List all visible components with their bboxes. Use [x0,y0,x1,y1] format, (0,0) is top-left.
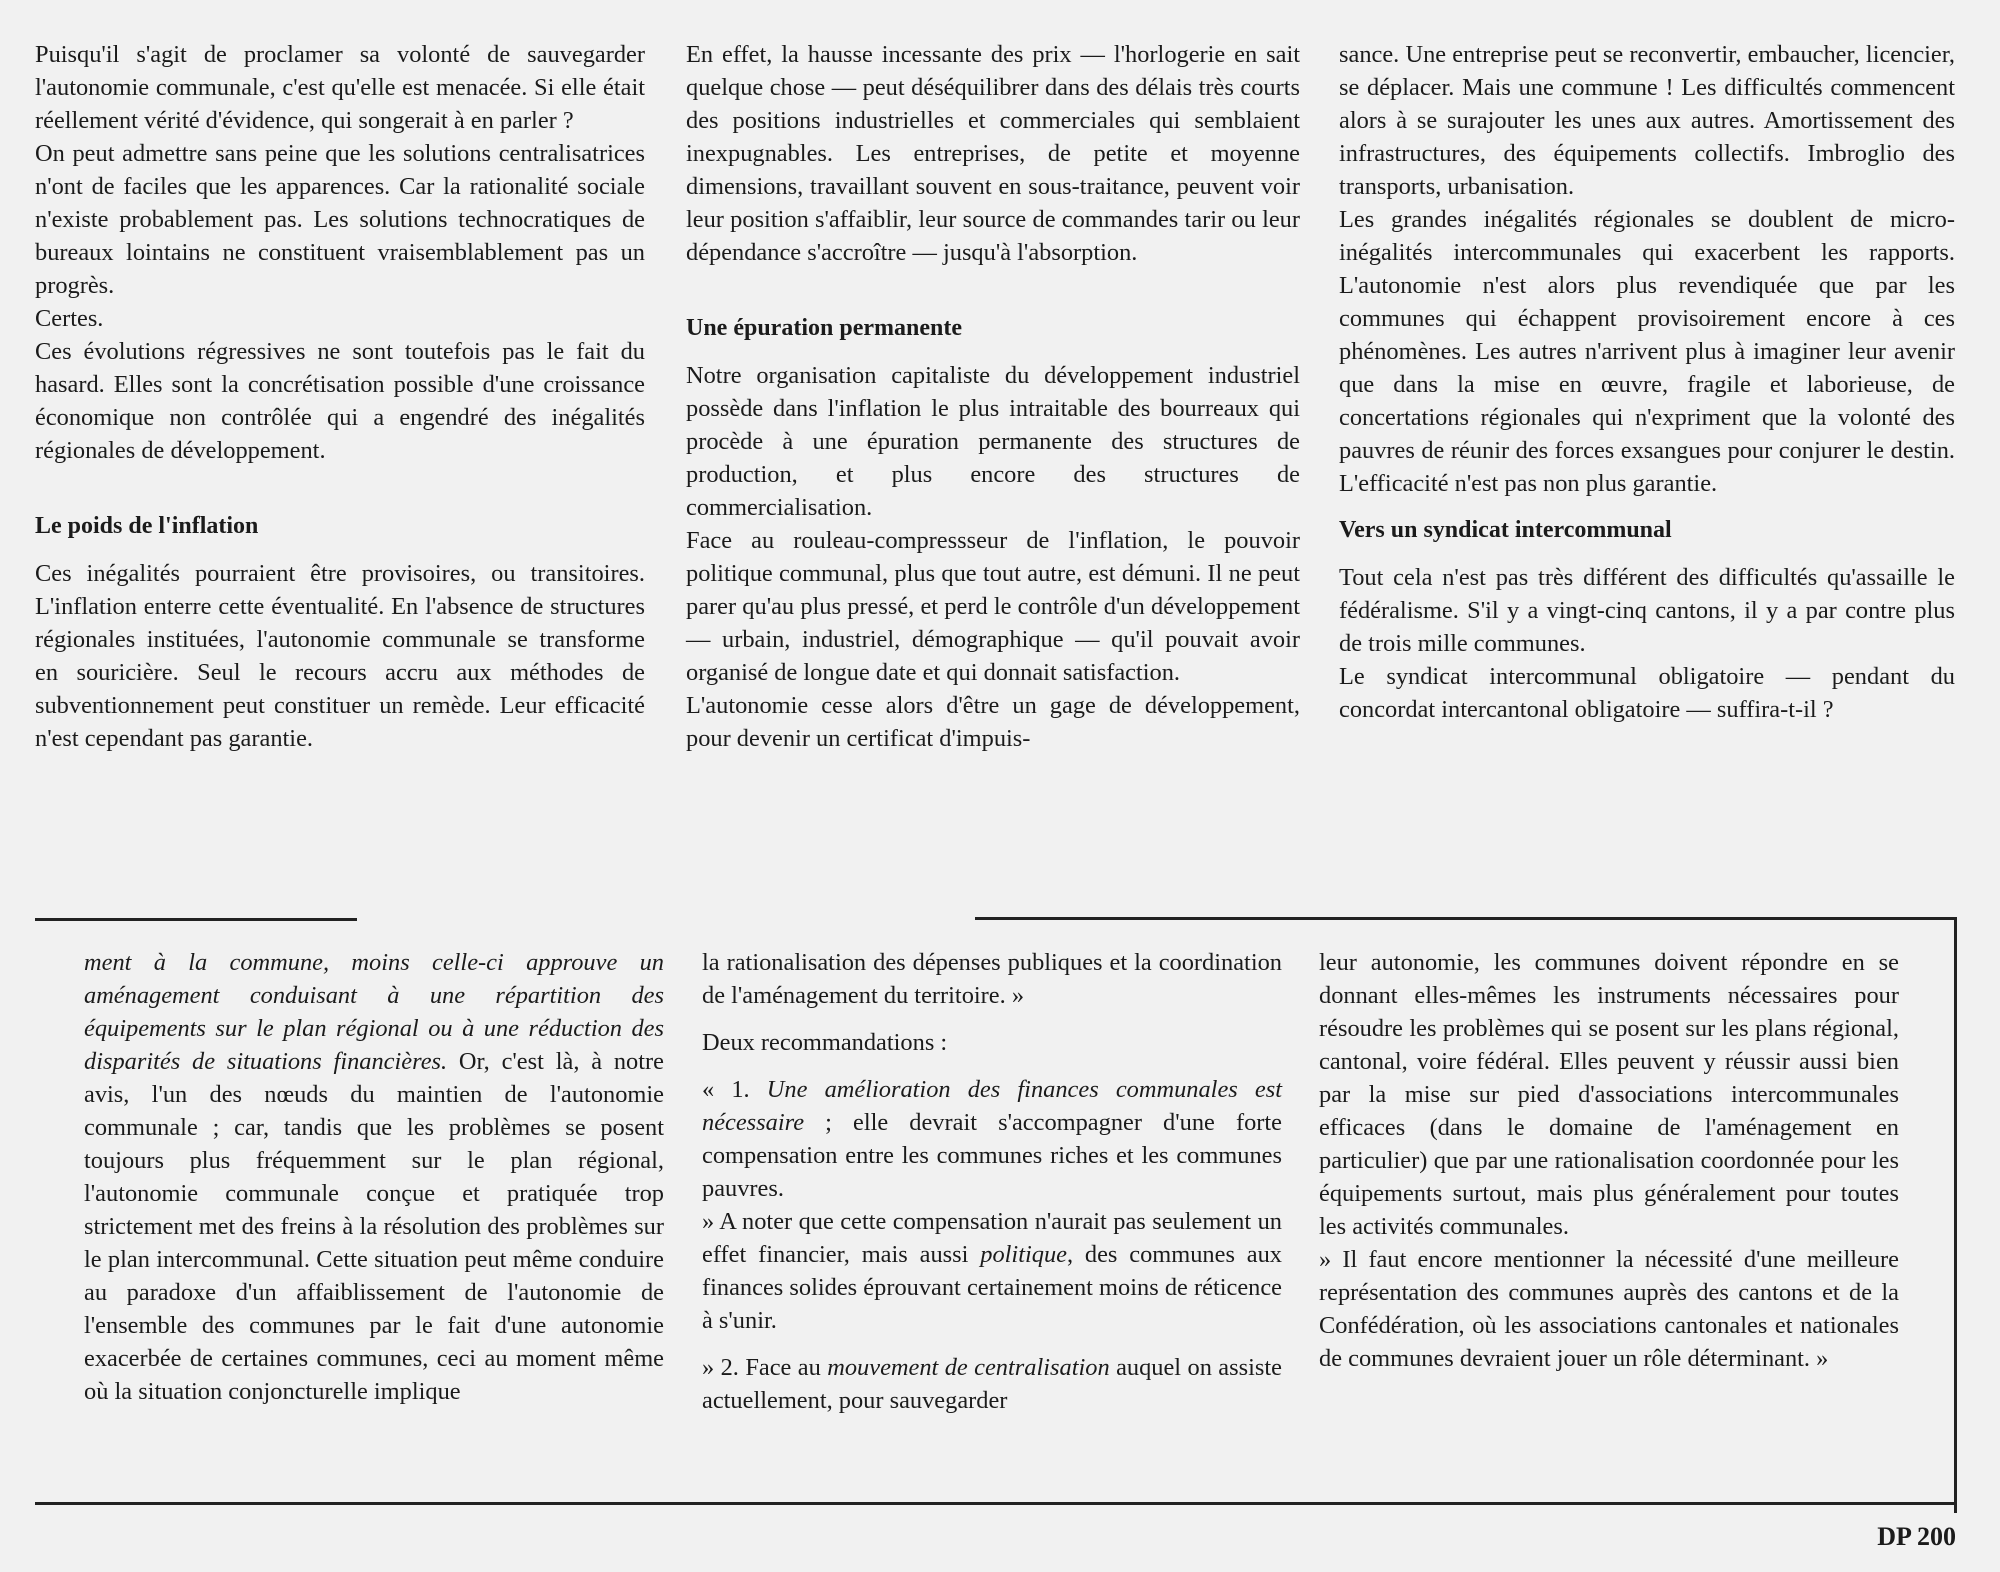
text: auquel on assiste actuellement, pour sauvegarder [702,1354,1282,1414]
section-heading: Le poids de l'inflation [35,513,259,539]
paragraph: Puisqu'il s'agit de proclamer sa volonté de sauvegarder l'autonomie communale, c'est qu'elle est menacée. Si elle était réellement vérité d'évidence, qui songerait à en parler ? [35,41,645,134]
italic-text: ment à la commune, moins celle-ci approuve un aménagement conduisant à une répartition des équipements sur le plan régional ou à une réduction des disparités de situations financières. [84,949,664,1075]
box-rule-top-right [975,917,1957,920]
paragraph: On peut admettre sans peine que les solutions centralisatrices n'ont de faciles que les apparences. Car la rationalité sociale n'existe probablement pas. Les solutions technocratiques de bureaux lointains ne constituent vraisemblablement pas un progrès. [35,140,645,299]
box-column-3 [1319,946,1899,1375]
italic-text: politique [980,1241,1067,1268]
text: , des communes aux finances solides éprouvant certainement moins de réticence à s'unir. [702,1241,1282,1334]
paragraph: la rationalisation des dépenses publiques et la coordination de l'aménagement du territoire. » [702,949,1282,1009]
paragraph: En effet, la hausse incessante des prix — l'horlogerie en sait quelque chose — peut déséquilibrer dans des délais très courts des positions industrielles et commerciales qui semblaient inexpugnables. Les entreprises, de petite et moyenne dimensions, travaillant souvent en sous-traitance, peuvent voir leur position s'affaiblir, leur source de commandes tarir ou leur dépendance s'accroître — jusqu'à l'absorption. [686,41,1300,266]
article-column-2 [686,38,1300,755]
article-column-3 [1339,38,1955,726]
box-rule-bottom [35,1502,1957,1505]
paragraph: Deux recommandations : [702,1029,948,1056]
paragraph: Tout cela n'est pas très différent des difficultés qu'assaille le fédéralisme. S'il y a vingt-cinq cantons, il y a par contre plus de trois mille communes. [1339,564,1955,657]
text: » A noter que cette compensation n'aurait pas seulement un effet financier, mais aussi [702,1208,1282,1268]
article-column-1 [35,38,645,755]
text: « 1. [702,1076,767,1103]
paragraph: sance. Une entreprise peut se reconvertir, embaucher, licencier, se déplacer. Mais une commune ! Les difficultés commencent alors à se surajouter les unes aux autres. Amortissement des infrastructures, des équipements collectifs. Imbroglio des transports, urbanisation. [1339,41,1955,200]
box-rule-right [1954,917,1957,1513]
box-column-2 [702,946,1282,1417]
box-rule-top-left [35,918,357,921]
italic-text: mouvement de centralisation [827,1354,1110,1381]
text: » 2. Face au [702,1354,828,1381]
paragraph [702,1351,1282,1417]
section-heading: Vers un syndicat intercommunal [1339,517,1672,543]
paragraph [702,1073,1282,1205]
paragraph: leur autonomie, les communes doivent répondre en se donnant elles-mêmes les instruments nécessaires pour résoudre les problèmes qui se posent sur les plans régional, cantonal, voire fédéral. Elles peuvent y réussir aussi bien par la mise sur pied d'associations intercommunales efficaces (dans le domaine de l'aménagement en particulier) que par une rationalisation coordonnée pour les équipements surtout, mais plus généralement pour toutes les activités communales. [1319,949,1899,1240]
paragraph: Certes. [35,305,104,332]
paragraph: Ces évolutions régressives ne sont toutefois pas le fait du hasard. Elles sont la concrétisation possible d'une croissance économique non contrôlée qui a engendré des inégalités régionales de développement. [35,338,645,464]
paragraph: Les grandes inégalités régionales se doublent de micro-inégalités intercommunales qui exacerbent les rapports. L'autonomie n'est alors plus revendiquée que par les communes qui échappent provisoirement encore à ces phénomènes. Les autres n'arrivent plus à imaginer leur avenir que dans la mise en œuvre, fragile et laborieuse, de concertations régionales qui n'expriment que la volonté des pauvres de réunir des forces exsangues pour conjurer le destin. L'efficacité n'est pas non plus garantie. [1339,206,1955,497]
paragraph: Notre organisation capitaliste du développement industriel possède dans l'inflation le plus intraitable des bourreaux qui procède à une épuration permanente des structures de production, et plus encore des structures de commercialisation. [686,362,1300,521]
paragraph [702,1205,1282,1337]
text: Or, c'est là, à notre avis, l'un des nœuds du maintien de l'autonomie communale ; car, tandis que les problèmes se posent toujours plus fréquemment sur le plan régional, l'autonomie communale conçue et pratiquée trop strictement met des freins à la résolution des problèmes sur le plan intercommunal. Cette situation peut même conduire au paradoxe d'un affaiblissement de l'autonomie de l'ensemble des communes par le fait d'une autonomie exacerbée de certaines communes, ceci au moment même où la situation conjoncturelle implique [84,1048,664,1405]
paragraph: L'autonomie cesse alors d'être un gage de développement, pour devenir un certificat d'impuis- [686,692,1300,752]
paragraph [84,946,664,1408]
text: ; elle devrait s'accompagner d'une forte compensation entre les communes riches et les communes pauvres. [702,1109,1282,1202]
page-number: DP 200 [1877,1522,1956,1551]
paragraph: Face au rouleau-compressseur de l'inflation, le pouvoir politique communal, plus que tout autre, est démuni. Il ne peut parer qu'au plus pressé, et perd le contrôle d'un développement — urbain, industriel, démographique — qu'il pouvait avoir organisé de longue date et qui donnait satisfaction. [686,527,1300,686]
section-heading: Une épuration permanente [686,315,962,341]
paragraph: Le syndicat intercommunal obligatoire — pendant du concordat intercantonal obligatoire — suffira-t-il ? [1339,663,1955,723]
italic-text: Une amélioration des finances communales est nécessaire [702,1076,1282,1136]
box-column-1 [84,946,664,1408]
paragraph: » Il faut encore mentionner la nécessité d'une meilleure représentation des communes auprès des cantons et de la Confédération, où les associations cantonales et nationales de communes devraient jouer un rôle déterminant. » [1319,1246,1899,1372]
paragraph: Ces inégalités pourraient être provisoires, ou transitoires. L'inflation enterre cette éventualité. En l'absence de structures régionales instituées, l'autonomie communale se transforme en souricière. Seul le recours accru aux méthodes de subventionnement peut constituer un remède. Leur efficacité n'est cependant pas garantie. [35,560,645,752]
